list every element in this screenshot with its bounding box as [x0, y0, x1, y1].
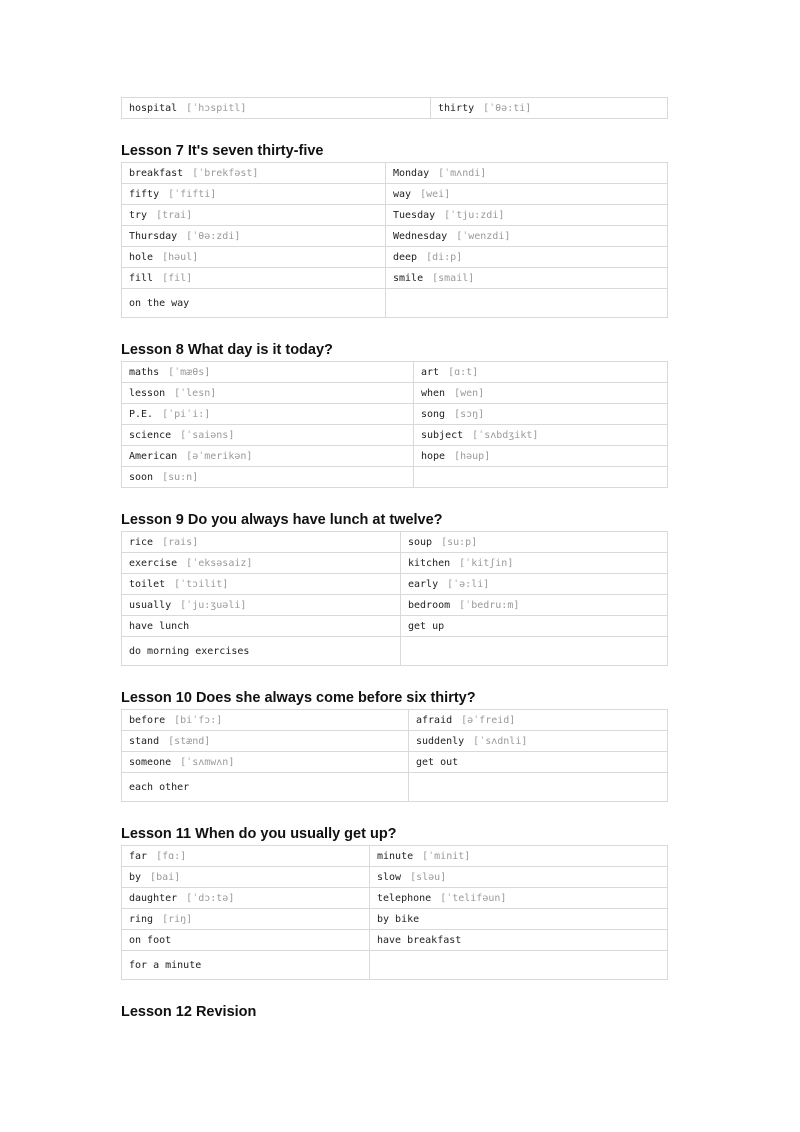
vocab-cell: [386, 184, 668, 205]
table-row: [122, 98, 668, 119]
vocab-word-by: by: [129, 871, 142, 883]
vocab-word-usually: usually: [129, 599, 172, 611]
table-row: [122, 909, 668, 930]
phonetic-transcription: [sləu]: [410, 871, 447, 883]
vocab-table-top: [121, 97, 668, 119]
vocab-cell: [122, 637, 401, 666]
vocab-cell: [122, 247, 386, 268]
vocab-word-fifty: fifty: [129, 188, 160, 200]
vocab-word-someone: someone: [129, 756, 172, 768]
phonetic-transcription: [ˈθə:zdi]: [186, 230, 241, 242]
vocab-cell: [401, 616, 668, 637]
vocab-cell: [401, 637, 668, 666]
phonetic-transcription: [smail]: [432, 272, 475, 284]
vocab-cell: [370, 909, 668, 930]
vocab-table-lesson: [121, 709, 668, 802]
lesson-heading: Lesson 9 Do you always have lunch at twelve?: [121, 512, 443, 528]
vocab-cell: [414, 362, 668, 383]
vocab-word-have-lunch: have lunch: [129, 620, 190, 632]
vocab-cell: [409, 731, 668, 752]
vocab-word-on-the-way: on the way: [129, 297, 190, 309]
vocab-word-daughter: daughter: [129, 892, 178, 904]
vocab-cell: [122, 226, 386, 247]
vocab-cell: [122, 888, 370, 909]
vocab-word-way: way: [393, 188, 412, 200]
vocab-word-soon: soon: [129, 471, 154, 483]
phonetic-transcription: [fɑ:]: [156, 850, 187, 862]
phonetic-transcription: [ˈsʌdnli]: [473, 735, 528, 747]
vocab-cell: [122, 98, 431, 119]
phonetic-transcription: [ˈkitʃin]: [459, 557, 514, 569]
table-row: [122, 362, 668, 383]
vocab-word-each-other: each other: [129, 781, 190, 793]
table-row: [122, 930, 668, 951]
vocab-word-on-foot: on foot: [129, 934, 172, 946]
vocab-word-slow: slow: [377, 871, 402, 883]
phonetic-transcription: [ˈwenzdi]: [456, 230, 511, 242]
phonetic-transcription: [riŋ]: [162, 913, 193, 925]
phonetic-transcription: [ˈminit]: [422, 850, 471, 862]
phonetic-transcription: [ˈpiˈi:]: [162, 408, 211, 420]
vocab-word-art: art: [421, 366, 440, 378]
vocab-word-suddenly: suddenly: [416, 735, 465, 747]
phonetic-transcription: [əˈmerikən]: [186, 450, 253, 462]
phonetic-transcription: [ˈeksəsaiz]: [186, 557, 253, 569]
lesson-heading: Lesson 10 Does she always come before six thirty?: [121, 690, 476, 706]
phonetic-transcription: [su:p]: [441, 536, 478, 548]
phonetic-transcription: [həup]: [454, 450, 491, 462]
vocab-word-hope: hope: [421, 450, 446, 462]
vocab-word-science: science: [129, 429, 172, 441]
vocab-cell: [414, 467, 668, 488]
phonetic-transcription: [ˈθə:ti]: [483, 102, 532, 114]
vocab-cell: [386, 247, 668, 268]
table-row: [122, 532, 668, 553]
phonetic-transcription: [ˈfifti]: [168, 188, 217, 200]
vocab-word-monday: Monday: [393, 167, 430, 179]
vocab-word-get-up: get up: [408, 620, 445, 632]
table-row: [122, 205, 668, 226]
phonetic-transcription: [ˈbedru:m]: [459, 599, 520, 611]
table-row: [122, 574, 668, 595]
vocab-cell: [122, 205, 386, 226]
vocab-word-telephone: telephone: [377, 892, 432, 904]
vocab-cell: [122, 404, 414, 425]
vocab-word-have-breakfast: have breakfast: [377, 934, 462, 946]
vocab-cell: [386, 163, 668, 184]
vocab-word-thirty: thirty: [438, 102, 475, 114]
vocab-word-deep: deep: [393, 251, 418, 263]
table-row: [122, 553, 668, 574]
vocab-table-lesson: [121, 531, 668, 666]
vocab-word-smile: smile: [393, 272, 424, 284]
table-row: [122, 383, 668, 404]
table-row: [122, 752, 668, 773]
vocab-cell: [386, 268, 668, 289]
phonetic-transcription: [ˈtelifəun]: [440, 892, 507, 904]
table-row: [122, 467, 668, 488]
vocab-word-exercise: exercise: [129, 557, 178, 569]
vocab-cell: [409, 710, 668, 731]
vocab-cell: [401, 532, 668, 553]
vocab-cell: [122, 846, 370, 867]
vocab-cell: [122, 532, 401, 553]
phonetic-transcription: [wei]: [420, 188, 451, 200]
table-row: [122, 710, 668, 731]
vocab-cell: [122, 773, 409, 802]
vocab-word-for-a-minute: for a minute: [129, 959, 202, 971]
vocab-cell: [409, 752, 668, 773]
table-row: [122, 867, 668, 888]
table-row: [122, 951, 668, 980]
vocab-word-do-morning-exercises: do morning exercises: [129, 645, 250, 657]
vocab-cell: [122, 425, 414, 446]
vocab-cell: [414, 425, 668, 446]
table-row: [122, 226, 668, 247]
vocab-cell: [122, 467, 414, 488]
vocab-word-tuesday: Tuesday: [393, 209, 436, 221]
vocab-word-fill: fill: [129, 272, 154, 284]
vocab-cell: [401, 553, 668, 574]
table-row: [122, 184, 668, 205]
vocab-word-rice: rice: [129, 536, 154, 548]
lesson-heading: Lesson 7 It's seven thirty-five: [121, 143, 324, 159]
phonetic-transcription: [di:p]: [426, 251, 463, 263]
table-row: [122, 637, 668, 666]
phonetic-transcription: [ˈtju:zdi]: [444, 209, 505, 221]
table-row: [122, 888, 668, 909]
vocab-cell: [122, 268, 386, 289]
table-row: [122, 616, 668, 637]
phonetic-transcription: [su:n]: [162, 471, 199, 483]
table-row: [122, 731, 668, 752]
vocab-cell: [122, 383, 414, 404]
vocab-cell: [370, 867, 668, 888]
phonetic-transcription: [biˈfɔ:]: [174, 714, 223, 726]
vocab-cell: [122, 752, 409, 773]
lesson-heading: Lesson 8 What day is it today?: [121, 342, 333, 358]
vocab-cell: [122, 616, 401, 637]
vocab-word-hole: hole: [129, 251, 154, 263]
phonetic-transcription: [ɑ:t]: [448, 366, 479, 378]
vocab-cell: [122, 362, 414, 383]
table-row: [122, 247, 668, 268]
lesson-heading: Lesson 11 When do you usually get up?: [121, 826, 397, 842]
phonetic-transcription: [ˈlesn]: [174, 387, 217, 399]
vocab-word-maths: maths: [129, 366, 160, 378]
phonetic-transcription: [ˈsʌmwʌn]: [180, 756, 235, 768]
vocab-word-stand: stand: [129, 735, 160, 747]
vocab-cell: [122, 289, 386, 318]
phonetic-transcription: [ˈju:ʒuəli]: [180, 599, 247, 611]
vocab-table-lesson: [121, 845, 668, 980]
vocab-cell: [386, 205, 668, 226]
vocab-word-subject: subject: [421, 429, 464, 441]
vocab-cell: [122, 595, 401, 616]
vocab-word-try: try: [129, 209, 148, 221]
vocab-word-by-bike: by bike: [377, 913, 420, 925]
vocab-cell: [414, 446, 668, 467]
vocab-word-get-out: get out: [416, 756, 459, 768]
vocab-cell: [370, 846, 668, 867]
phonetic-transcription: [wen]: [454, 387, 485, 399]
vocab-word-hospital: hospital: [129, 102, 178, 114]
phonetic-transcription: [ˈmʌndi]: [438, 167, 487, 179]
phonetic-transcription: [ˈhɔspitl]: [186, 102, 247, 114]
table-row: [122, 446, 668, 467]
vocab-word-far: far: [129, 850, 148, 862]
vocab-table-lesson: [121, 162, 668, 318]
table-row: [122, 846, 668, 867]
table-row: [122, 404, 668, 425]
phonetic-transcription: [bai]: [150, 871, 181, 883]
vocab-word-soup: soup: [408, 536, 433, 548]
vocab-word-early: early: [408, 578, 439, 590]
vocab-word-song: song: [421, 408, 446, 420]
vocab-word-toilet: toilet: [129, 578, 166, 590]
vocab-cell: [409, 773, 668, 802]
vocab-word-kitchen: kitchen: [408, 557, 451, 569]
vocab-cell: [122, 951, 370, 980]
vocab-cell: [431, 98, 668, 119]
vocab-cell: [122, 909, 370, 930]
vocab-cell: [122, 710, 409, 731]
phonetic-transcription: [ˈmæθs]: [168, 366, 211, 378]
vocab-cell: [122, 553, 401, 574]
phonetic-transcription: [əˈfreid]: [461, 714, 516, 726]
vocab-cell: [414, 404, 668, 425]
vocab-cell: [370, 951, 668, 980]
table-row: [122, 163, 668, 184]
vocab-word-breakfast: breakfast: [129, 167, 184, 179]
vocab-cell: [370, 930, 668, 951]
vocab-word-when: when: [421, 387, 446, 399]
vocab-word-wednesday: Wednesday: [393, 230, 448, 242]
lesson-heading: Lesson 12 Revision: [121, 1004, 257, 1020]
vocab-word-lesson: lesson: [129, 387, 166, 399]
phonetic-transcription: [həul]: [162, 251, 199, 263]
phonetic-transcription: [ˈsaiəns]: [180, 429, 235, 441]
phonetic-transcription: [trai]: [156, 209, 193, 221]
phonetic-transcription: [fil]: [162, 272, 193, 284]
vocab-word-bedroom: bedroom: [408, 599, 451, 611]
phonetic-transcription: [ˈbrekfəst]: [192, 167, 259, 179]
phonetic-transcription: [ˈə:li]: [447, 578, 490, 590]
table-row: [122, 595, 668, 616]
vocab-cell: [386, 289, 668, 318]
vocab-cell: [386, 226, 668, 247]
phonetic-transcription: [ˈdɔ:tə]: [186, 892, 235, 904]
phonetic-transcription: [rais]: [162, 536, 199, 548]
vocab-cell: [122, 574, 401, 595]
vocab-word-american: American: [129, 450, 178, 462]
vocabulary-document: [121, 97, 667, 1023]
vocab-word-minute: minute: [377, 850, 414, 862]
vocab-cell: [122, 867, 370, 888]
vocab-cell: [122, 731, 409, 752]
table-row: [122, 425, 668, 446]
table-row: [122, 268, 668, 289]
vocab-cell: [401, 574, 668, 595]
vocab-word-afraid: afraid: [416, 714, 453, 726]
phonetic-transcription: [sɔŋ]: [454, 408, 485, 420]
vocab-word-ring: ring: [129, 913, 154, 925]
vocab-cell: [414, 383, 668, 404]
vocab-word-p-e: P.E.: [129, 408, 154, 420]
phonetic-transcription: [ˈtɔilit]: [174, 578, 229, 590]
vocab-word-thursday: Thursday: [129, 230, 178, 242]
vocab-word-before: before: [129, 714, 166, 726]
vocab-cell: [370, 888, 668, 909]
vocab-cell: [401, 595, 668, 616]
vocab-cell: [122, 446, 414, 467]
vocab-cell: [122, 163, 386, 184]
table-row: [122, 289, 668, 318]
vocab-table-lesson: [121, 361, 668, 488]
phonetic-transcription: [stænd]: [168, 735, 211, 747]
vocab-cell: [122, 184, 386, 205]
table-row: [122, 773, 668, 802]
phonetic-transcription: [ˈsʌbdʒikt]: [472, 429, 539, 441]
vocab-cell: [122, 930, 370, 951]
